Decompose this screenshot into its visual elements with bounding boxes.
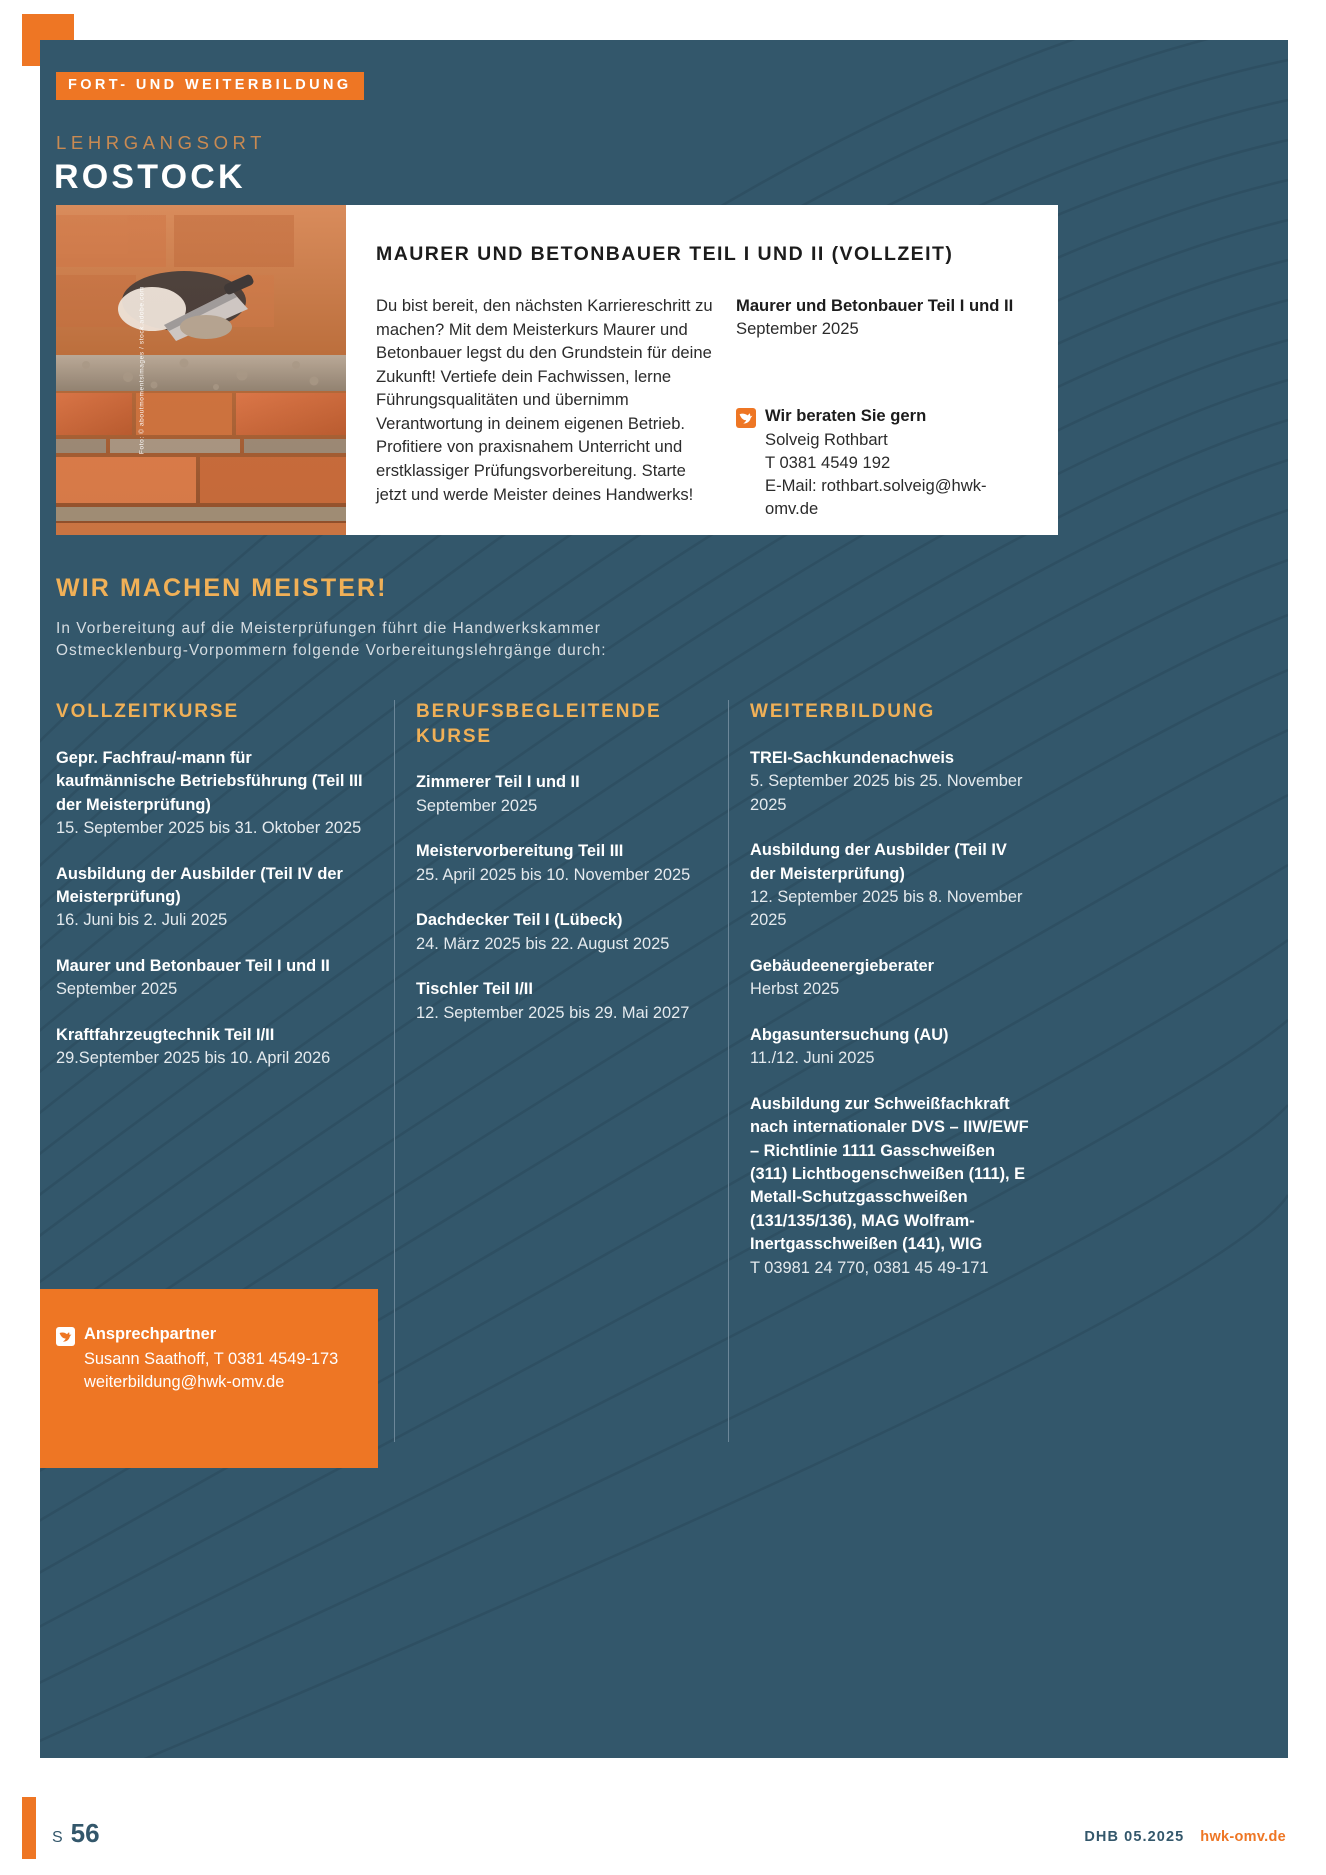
course-entry bbox=[416, 771, 704, 818]
course-meta-column bbox=[736, 294, 1030, 521]
course-entry-date: 11./12. Juni 2025 bbox=[750, 1049, 875, 1068]
advice-title: Wir beraten Sie gern bbox=[765, 406, 927, 426]
course-entry-name: Kraftfahrzeugtechnik Teil I/II bbox=[56, 1025, 275, 1044]
course-entry-name: Ausbildung der Ausbilder (Teil IV der Meisterprüfung) bbox=[56, 864, 343, 906]
bird-icon bbox=[736, 408, 756, 428]
course-entry-date: 16. Juni bis 2. Juli 2025 bbox=[56, 911, 228, 930]
corner-mark-top-left-arm-icon bbox=[22, 14, 74, 37]
course-entry-date: September 2025 bbox=[416, 796, 538, 815]
course-entry-date: Herbst 2025 bbox=[750, 980, 840, 999]
course-name: Maurer und Betonbauer Teil I und II bbox=[736, 296, 1014, 315]
course-entry-name: Zimmerer Teil I und II bbox=[416, 773, 580, 792]
course-entry-name: Gebäudeenergieberater bbox=[750, 956, 935, 975]
course-entry bbox=[56, 863, 370, 933]
footer-page-prefix: S bbox=[52, 1829, 63, 1846]
course-entry-date: September 2025 bbox=[56, 980, 178, 999]
course-entry-date: 12. September 2025 bis 8. November 2025 bbox=[750, 887, 1023, 930]
photo-credit: Foto: © aboutmomentsimages / stock.adobe.com bbox=[138, 285, 146, 455]
course-card-title: MAURER UND BETONBAUER TEIL I UND II (VOLLZEIT) bbox=[376, 243, 954, 265]
course-photo bbox=[56, 205, 346, 535]
course-description: Du bist bereit, den nächsten Karriereschritt zu machen? Mit dem Meisterkurs Maurer und Betonbauer legst du den Grundstein für deine Zukunft! Vertiefe dein Fachwissen, lerne Führungsqualitäten und übernimm Verantwortung in deinem eigenen Betrieb. Profitiere von praxisnahem Unterricht und erstklassiger Prüfungsvorbereitung. Starte jetzt und werde Meister deines Handwerks! bbox=[376, 296, 713, 504]
column-heading: WEITERBILDUNG bbox=[750, 701, 936, 722]
contact-person[interactable]: Susann Saathoff, T 0381 4549-173 bbox=[84, 1350, 339, 1368]
advice-email[interactable]: E-Mail: rothbart.solveig@hwk-omv.de bbox=[765, 476, 987, 519]
meister-section-subtitle: In Vorbereitung auf die Meisterprüfungen führt die Handwerkskammer Ostmecklenburg-Vorpommern folgende Vorbereitungslehrgänge durch: bbox=[56, 620, 607, 660]
course-entry-name: Tischler Teil I/II bbox=[416, 980, 533, 999]
contact-email[interactable]: weiterbildung@hwk-omv.de bbox=[84, 1373, 285, 1392]
course-entry-name: Ausbildung zur Schweißfachkraft nach internationaler DVS – IIW/EWF – Richtlinie 1111 Gasschweißen (311) Lichtbogenschweißen (111), E Metall-Schutzgasschweißen (131/135/136), MAG Wolfram-Inertgasschweißen (141), WIG bbox=[750, 1094, 1029, 1254]
course-entry-name: Maurer und Betonbauer Teil I und II bbox=[56, 956, 330, 975]
advice-person: Solveig Rothbart bbox=[765, 430, 888, 450]
footer-meta bbox=[1084, 1829, 1286, 1845]
course-entry bbox=[416, 909, 704, 956]
advice-block bbox=[736, 406, 1030, 521]
course-description-column bbox=[376, 294, 714, 521]
course-entry-name: TREI-Sachkundenachweis bbox=[750, 748, 955, 767]
contact-box bbox=[40, 1289, 378, 1468]
course-entry-date: 29.September 2025 bis 10. April 2026 bbox=[56, 1049, 331, 1068]
course-entry bbox=[56, 747, 370, 841]
column-weiterbildung bbox=[728, 700, 1056, 1302]
footer-page-number: 56 bbox=[70, 1818, 100, 1848]
course-entry bbox=[56, 955, 370, 1002]
course-entry bbox=[416, 978, 704, 1025]
course-entry-date: 24. März 2025 bis 22. August 2025 bbox=[416, 934, 670, 953]
column-heading: VOLLZEITKURSE bbox=[56, 701, 240, 722]
course-entry bbox=[750, 1024, 1032, 1071]
advice-phone[interactable]: T 0381 4549 192 bbox=[765, 453, 891, 473]
featured-course-card bbox=[56, 205, 1058, 535]
page-title: ROSTOCK bbox=[54, 158, 246, 196]
course-entry-name: Abgasuntersuchung (AU) bbox=[750, 1025, 949, 1044]
column-heading: BERUFSBEGLEITENDE KURSE bbox=[416, 701, 662, 747]
brick-wall-image bbox=[56, 205, 346, 535]
course-entry-date[interactable]: T 03981 24 770, 0381 45 49-171 bbox=[750, 1258, 989, 1277]
course-entry-name: Dachdecker Teil I (Lübeck) bbox=[416, 911, 623, 930]
course-columns bbox=[56, 700, 1056, 1302]
course-entry-date: 15. September 2025 bis 31. Oktober 2025 bbox=[56, 819, 362, 838]
course-entry-name: Ausbildung der Ausbilder (Teil IV der Meisterprüfung) bbox=[750, 841, 1007, 883]
course-entry-name: Gepr. Fachfrau/-mann für kaufmännische Betriebsführung (Teil III der Meisterprüfung) bbox=[56, 748, 363, 814]
main-panel bbox=[40, 40, 1288, 1758]
contact-title: Ansprechpartner bbox=[84, 1325, 217, 1343]
course-entry bbox=[750, 747, 1032, 817]
course-entry bbox=[750, 955, 1032, 1002]
column-berufsbegleitende-kurse bbox=[394, 700, 728, 1302]
course-entry-date: 5. September 2025 bis 25. November 2025 bbox=[750, 772, 1023, 814]
course-card-body bbox=[346, 205, 1058, 535]
section-eyebrow-tag: FORT- UND WEITERBILDUNG bbox=[56, 72, 364, 100]
footer-page-indicator bbox=[52, 1818, 100, 1849]
bird-icon bbox=[56, 1327, 75, 1346]
corner-mark-bottom-left-icon bbox=[22, 1797, 36, 1859]
course-entry bbox=[750, 839, 1032, 933]
location-kicker: LEHRGANGSORT bbox=[56, 132, 267, 153]
course-entry-name: Meistervorbereitung Teil III bbox=[416, 842, 624, 861]
course-date: September 2025 bbox=[736, 319, 859, 339]
column-divider bbox=[728, 700, 729, 1442]
course-entry-date: 12. September 2025 bis 29. Mai 2027 bbox=[416, 1003, 690, 1022]
course-entry-date: 25. April 2025 bis 10. November 2025 bbox=[416, 865, 691, 884]
footer-url[interactable]: hwk-omv.de bbox=[1200, 1829, 1286, 1845]
course-entry bbox=[56, 1024, 370, 1071]
column-divider bbox=[394, 700, 395, 1442]
footer-issue: DHB 05.2025 bbox=[1084, 1829, 1185, 1845]
course-entry bbox=[416, 840, 704, 887]
course-entry bbox=[750, 1093, 1032, 1281]
meister-section-title: WIR MACHEN MEISTER! bbox=[56, 574, 388, 602]
column-vollzeitkurse bbox=[56, 700, 394, 1302]
